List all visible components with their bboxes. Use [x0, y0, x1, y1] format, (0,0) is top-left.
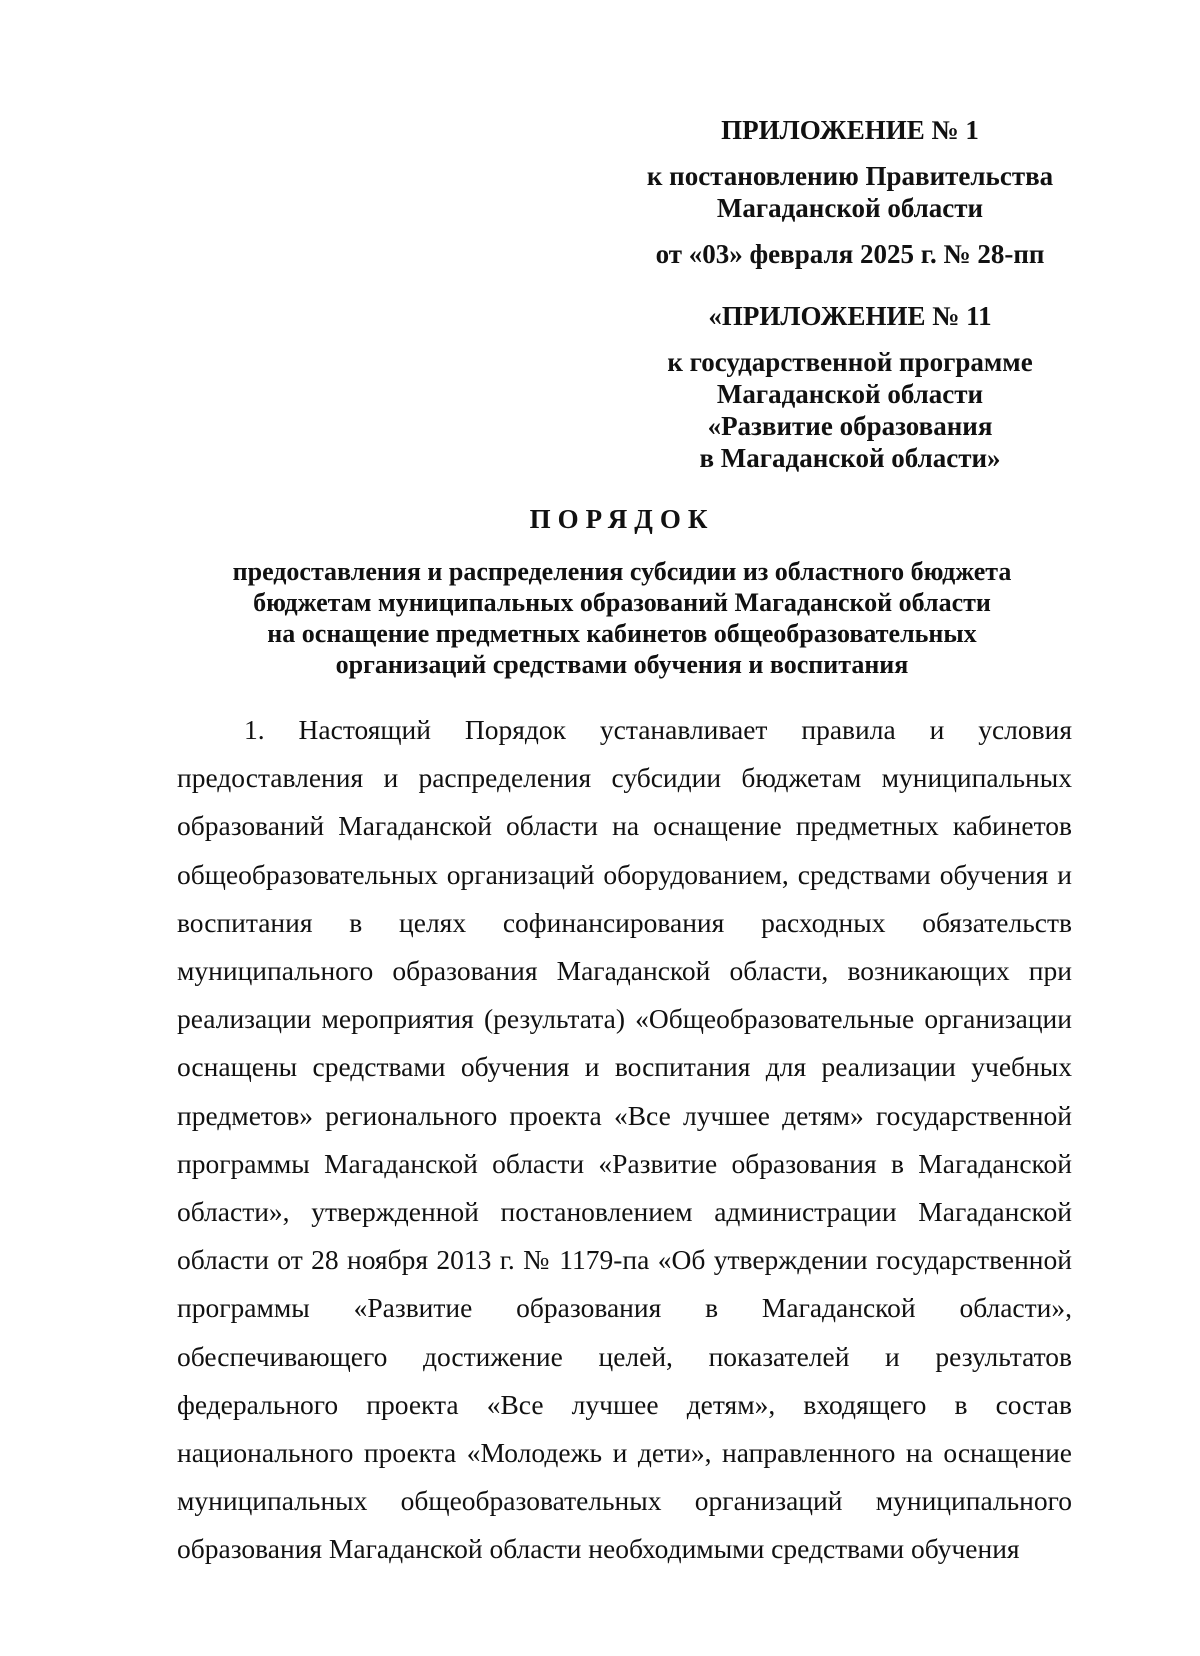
- annex-11-header: [620, 300, 1080, 474]
- document-subtitle: [172, 556, 1072, 680]
- annex-1-title: ПРИЛОЖЕНИЕ № 1: [721, 115, 979, 145]
- subtitle-line: предоставления и распределения субсидии из областного бюджета: [232, 557, 1012, 586]
- annex-1-header: [620, 114, 1080, 270]
- subtitle-line: на оснащение предметных кабинетов общеобразовательных: [267, 619, 977, 648]
- subtitle-line: организаций средствами обучения и воспитания: [335, 650, 909, 679]
- document-title: ПОРЯДОК: [529, 504, 715, 534]
- annex-1-line: Магаданской области: [716, 193, 984, 223]
- annex-11-title: «ПРИЛОЖЕНИЕ № 11: [708, 301, 992, 331]
- annex-11-line: к государственной программе: [667, 347, 1033, 377]
- subtitle-line: бюджетам муниципальных образований Магаданской области: [253, 588, 991, 617]
- annex-1-date-line: от «03» февраля 2025 г. № 28-пп: [655, 239, 1045, 269]
- paragraph-1: 1. Настоящий Порядок устанавливает правила и условия предоставления и распределения субсидии бюджетам муниципальных образований Магаданской области на оснащение предметных кабинетов общеобразовательных организаций оборудованием, средствами обучения и воспитания в целях софинансирования расходных обязательств муниципального образования Магаданской области, возникающих при реализации мероприятия (результата) «Общеобразовательные организации оснащены средствами обучения и воспитания для реализации учебных предметов» регионального проекта «Все лучшее детям» государственной программы Магаданской области «Развитие образования в Магаданской области», утвержденной постановлением администрации Магаданской области от 28 ноября 2013 г. № 1179-па «Об утверждении государственной программы «Развитие образования в Магаданской области», обеспечивающего достижение целей, показателей и результатов федерального проекта «Все лучшее детям», входящего в состав национального проекта «Молодежь и дети», направленного на оснащение муниципальных общеобразовательных организаций муниципального образования Магаданской области необходимыми средствами обучения: [177, 714, 1072, 1565]
- annex-11-line: Магаданской области: [716, 379, 984, 409]
- annex-11-line: «Развитие образования: [707, 411, 993, 441]
- annex-1-line: к постановлению Правительства: [646, 161, 1054, 191]
- annex-11-line: в Магаданской области»: [699, 443, 1001, 473]
